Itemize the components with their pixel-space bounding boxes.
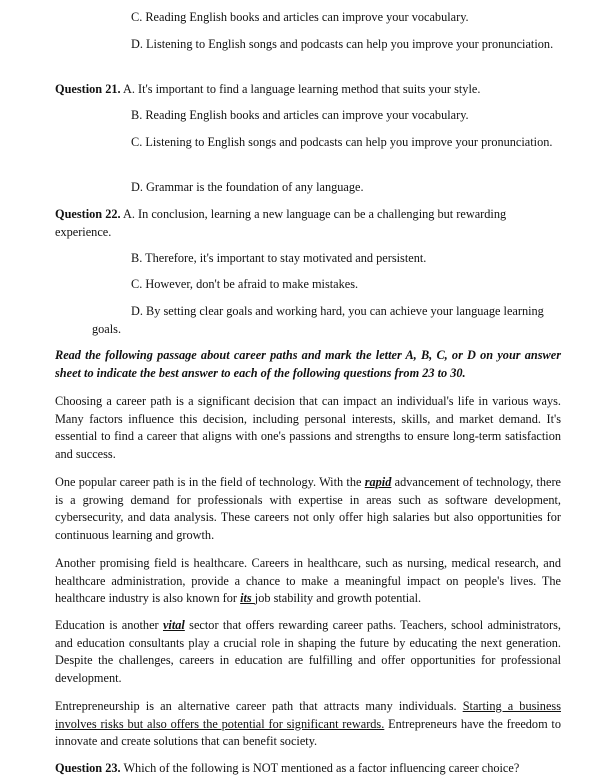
passage-paragraph-5 (55, 698, 561, 751)
passage-paragraph-4-after: sector that offers rewarding career paths. Teachers, school administrators, and education consultants play a crucial role in shaping the future by educating the next generation. Despite the challenges, careers in education are fulfilling and offer opportunities for professional development. (55, 618, 561, 685)
question-22 (55, 206, 561, 241)
question-22-option-d (92, 303, 562, 338)
question-23 (55, 760, 561, 778)
question-21 (55, 81, 561, 99)
question-22-label: Question 22. (55, 207, 121, 221)
passage-paragraph-4-before: Education is another (55, 618, 163, 632)
keyword-its: its (240, 591, 255, 606)
passage-paragraph-4 (55, 617, 561, 687)
passage-paragraph-3 (55, 555, 561, 608)
question-22-option-a-end: experience. (55, 224, 112, 239)
passage-paragraph-2-after: advancement of technology, there is a growing demand for professionals with expertise in areas such as software development, cybersecurity, and data analysis. These careers not only offer high salaries but also opportunities for continuous learning and growth. (55, 475, 562, 542)
passage-paragraph-3-after: job stability and growth potential. (254, 591, 422, 606)
passage-paragraph-5-after: Entrepreneurs have the freedom to innovate and create solutions that can benefit society. (55, 716, 561, 749)
question-21-option-c-end: pronunciation. (481, 135, 553, 149)
question-22-option-c: C. However, don't be afraid to make mistakes. (131, 277, 359, 291)
passage-paragraph-1: Choosing a career path is a significant decision that can impact an individual's life in various ways. Many factors influence this decision, including personal interests, skills, and market demand. It's essential to find a career that aligns with one's passions and strengths to ensure long-term satisfaction and success. (55, 394, 561, 461)
passage-paragraph-2 (55, 474, 561, 544)
passage-paragraph-2-before: One popular career path is in the field of technology. With the (55, 475, 365, 489)
question-22-option-a-start: A. In conclusion, learning a new language can be a challenging but rewarding (123, 207, 507, 221)
question-21-option-a: A. It's important to find a language learning method that suits your style. (123, 82, 481, 96)
keyword-rapid: rapid (364, 475, 392, 489)
question-22-option-b: B. Therefore, it's important to stay motivated and persistent. (131, 251, 427, 265)
underlined-sentence: Starting a business involves risks but also offers the potential for significant rewards. (55, 699, 561, 731)
prev-option-d-end: pronunciation. (481, 37, 554, 51)
question-21-option-c-start: C. Listening to English songs and podcasts can help you improve your (131, 135, 479, 149)
question-21-option-c (92, 134, 562, 152)
question-23-label: Question 23. (55, 761, 121, 775)
question-22-option-d-end: goals. (92, 321, 122, 336)
keyword-vital: vital (162, 618, 185, 632)
passage-instruction: Read the following passage about career paths and mark the letter A, B, C, or D on your answer sheet to indicate the best answer to each of the following questions from 23 to 30. (55, 348, 561, 380)
passage-paragraph-3-before: Another promising field is healthcare. Careers in healthcare, such as nursing, medical research, and healthcare administration, provide a chance to make a meaningful impact on people's lives. The healthcare industry is also known for (55, 556, 561, 606)
question-22-option-d-start: D. By setting clear goals and working hard, you can achieve your language learning (131, 304, 544, 318)
question-21-option-b: B. Reading English books and articles can improve your vocabulary. (131, 108, 469, 122)
prev-option-d (92, 36, 562, 54)
passage-paragraph-5-before: Entrepreneurship is an alternative career path that attracts many individuals. (55, 699, 463, 713)
prev-option-c: C. Reading English books and articles can improve your vocabulary. (131, 10, 469, 24)
question-23-text: Which of the following is NOT mentioned as a factor influencing career choice? (123, 761, 520, 775)
question-21-label: Question 21. (55, 82, 121, 96)
prev-option-d-start: D. Listening to English songs and podcasts can help you improve your (131, 37, 479, 51)
question-21-option-d: D. Grammar is the foundation of any language. (131, 180, 364, 194)
